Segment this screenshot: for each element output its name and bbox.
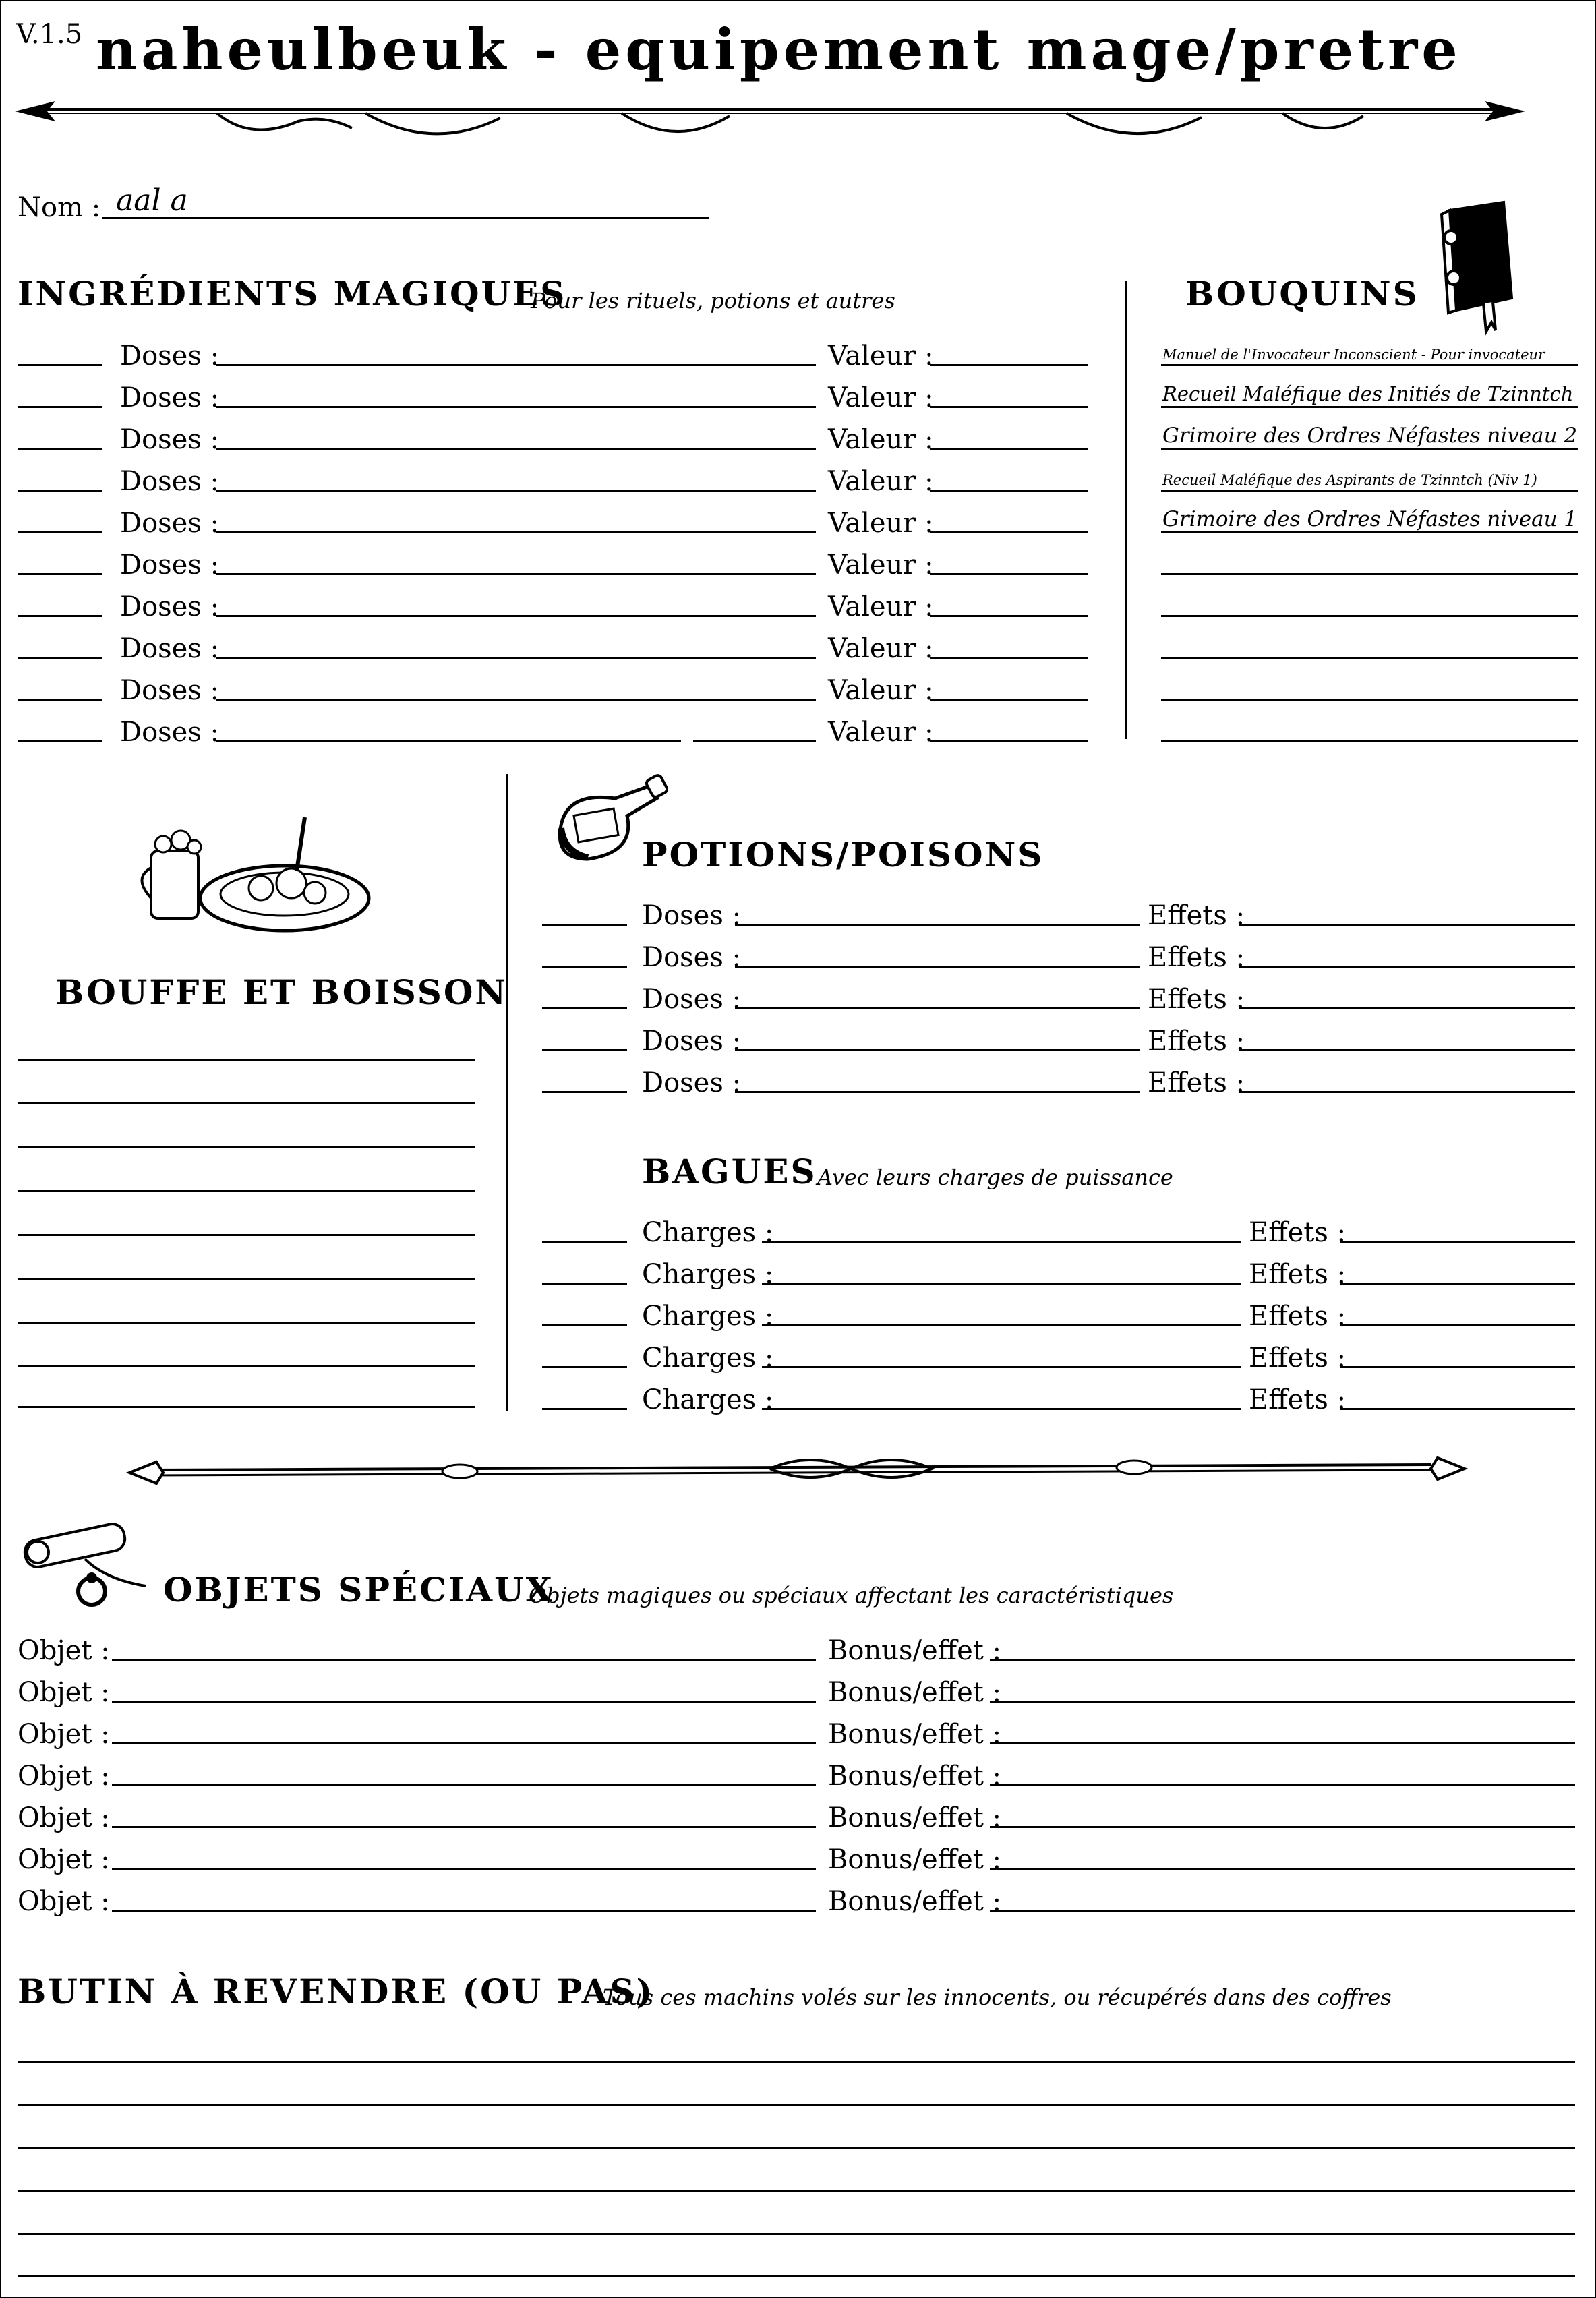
spear-divider-icon	[15, 88, 1525, 148]
column-divider	[1125, 281, 1127, 739]
page-title: naheulbeuk - equipement mage/pretre	[96, 16, 1462, 83]
potion-row: Doses : Effets :	[1, 1059, 1593, 1100]
objets-subtitle: Objets magiques ou spéciaux affectant les caractéristiques	[529, 1583, 1174, 1608]
ingredient-row: Doses : Valeur :	[1, 624, 1107, 666]
bagues-title: BAGUES	[642, 1152, 817, 1191]
book-row	[1161, 624, 1579, 666]
objet-row: Objet : Bonus/effet :	[1, 1877, 1593, 1919]
bouquins-list	[1161, 332, 1579, 763]
bouffe-title: BOUFFE ET BOISSON	[55, 972, 508, 1012]
objet-row: Objet : Bonus/effet :	[1, 1626, 1593, 1668]
ingredient-row: Doses : Valeur :	[1, 499, 1107, 541]
book-row: Recueil Maléfique des Aspirants de Tzinntch (Niv 1)	[1161, 457, 1579, 499]
ingredient-row: Doses : Valeur :	[1, 666, 1107, 708]
butin-list	[18, 2031, 1582, 2294]
ingredient-row: Doses : Valeur :	[1, 541, 1107, 583]
bague-row: Charges : Effets :	[1, 1334, 1593, 1376]
ingredients-title: INGRÉDIENTS MAGIQUES	[18, 274, 567, 314]
bouquins-title: BOUQUINS	[1185, 274, 1419, 314]
ingredient-row: Doses : Valeur :	[1, 457, 1107, 499]
ingredient-row: Doses : Valeur :	[1, 332, 1107, 374]
ingredient-row: Doses : Valeur :	[1, 708, 1107, 750]
staff-divider-icon	[123, 1444, 1471, 1498]
potion-row: Doses : Effets :	[1, 891, 1593, 933]
book-row: Grimoire des Ordres Néfastes niveau 1	[1161, 499, 1579, 541]
book-row: Recueil Maléfique des Initiés de Tzinntch	[1161, 374, 1579, 415]
ingredient-row: Doses : Valeur :	[1, 415, 1107, 457]
book-row: Manuel de l'Invocateur Inconscient - Pour invocateur	[1161, 332, 1579, 374]
book-row	[1161, 708, 1579, 750]
potions-table	[1, 891, 1593, 1107]
potion-row: Doses : Effets :	[1, 975, 1593, 1017]
butin-subtitle: Tous ces machins volés sur les innocents, ou récupérés dans des coffres	[603, 1984, 1392, 2010]
bagues-subtitle: Avec leurs charges de puissance	[817, 1165, 1173, 1190]
book-row	[1161, 666, 1579, 708]
ingredient-row: Doses : Valeur :	[1, 583, 1107, 624]
butin-title: BUTIN À REVENDRE (OU PAS)	[18, 1972, 655, 2011]
book-row: Grimoire des Ordres Néfastes niveau 2	[1161, 415, 1579, 457]
nom-input[interactable]: aal a	[116, 183, 188, 218]
bague-row: Charges : Effets :	[1, 1250, 1593, 1292]
bagues-table	[1, 1208, 1593, 1424]
potions-title: POTIONS/POISONS	[642, 835, 1044, 875]
potion-row: Doses : Effets :	[1, 933, 1593, 975]
butin-line[interactable]	[18, 2061, 1575, 2063]
book-row	[1161, 541, 1579, 583]
book-icon	[1436, 197, 1517, 338]
butin-line[interactable]	[18, 2147, 1575, 2149]
nom-label: Nom :	[18, 192, 101, 223]
objet-row: Objet : Bonus/effet :	[1, 1835, 1593, 1877]
bouffe-line[interactable]	[18, 1146, 475, 1148]
butin-line[interactable]	[18, 2104, 1575, 2106]
objet-row: Objet : Bonus/effet :	[1, 1668, 1593, 1710]
objets-title: OBJETS SPÉCIAUX	[163, 1570, 554, 1610]
butin-line[interactable]	[18, 2233, 1575, 2235]
butin-line[interactable]	[18, 2190, 1575, 2192]
book-row	[1161, 583, 1579, 624]
scroll-ring-icon	[18, 1512, 159, 1613]
bague-row: Charges : Effets :	[1, 1292, 1593, 1334]
potion-row: Doses : Effets :	[1, 1017, 1593, 1059]
butin-line[interactable]	[18, 2275, 1575, 2277]
bague-row: Charges : Effets :	[1, 1208, 1593, 1250]
objet-row: Objet : Bonus/effet :	[1, 1710, 1593, 1752]
ingredient-row: Doses : Valeur :	[1, 374, 1107, 415]
ingredients-subtitle: Pour les rituels, potions et autres	[531, 288, 895, 314]
ingredients-table	[1, 332, 1107, 763]
objet-row: Objet : Bonus/effet :	[1, 1752, 1593, 1794]
objets-table	[1, 1626, 1593, 1923]
version-label: V.1.5	[16, 19, 83, 50]
objet-row: Objet : Bonus/effet :	[1, 1794, 1593, 1835]
bague-row: Charges : Effets :	[1, 1376, 1593, 1417]
bouffe-line[interactable]	[18, 1190, 475, 1192]
